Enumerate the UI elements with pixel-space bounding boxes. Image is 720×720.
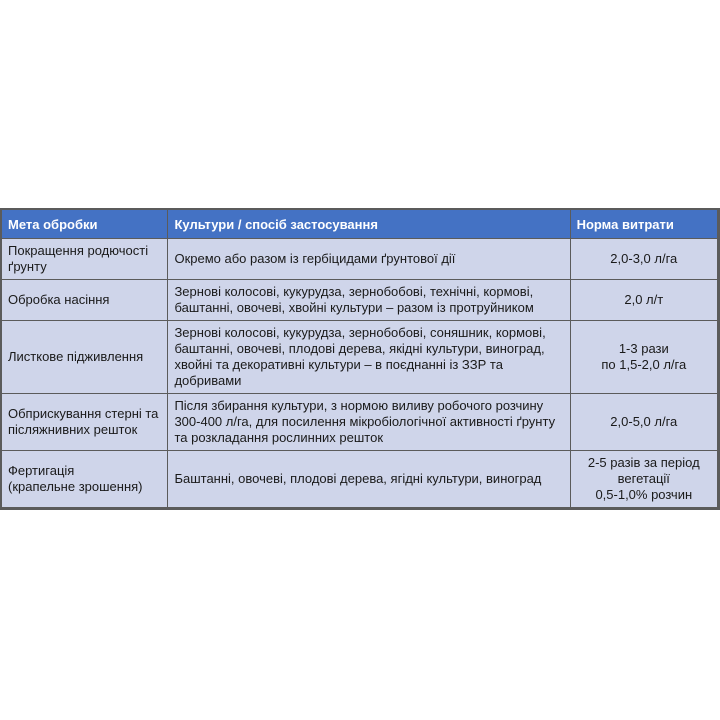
crops-cell: Баштанні, овочеві, плодові дерева, ягідні культури, виноград (168, 451, 569, 507)
header-rate: Норма витрати (571, 210, 717, 238)
table-row (2, 239, 717, 279)
goal-cell: Обробка насіння (2, 280, 167, 320)
application-rates-table-container (0, 208, 720, 510)
header-goal: Мета обробки (2, 210, 167, 238)
rate-cell: 2,0-5,0 л/га (571, 394, 717, 450)
application-rates-table (1, 209, 718, 508)
rate-cell (571, 451, 717, 507)
table-row (2, 451, 717, 507)
rate-line: по 1,5-2,0 л/га (601, 357, 687, 372)
rate-cell: 2,0-3,0 л/га (571, 239, 717, 279)
crops-cell: Зернові колосові, кукурудза, зернобобові, соняшник, кормові, баштанні, овочеві, плодові дерева, якідні культури, виноград, хвойні та декоративні культури – в поєднанні із ЗЗР та добривами (168, 321, 569, 393)
rate-line: 1-3 рази (618, 341, 669, 356)
crops-cell: Зернові колосові, кукурудза, зернобобові, технічні, кормові, баштанні, овочеві, хвойні культури – разом із протруйником (168, 280, 569, 320)
table-row (2, 321, 717, 393)
goal-cell: Листкове підживлення (2, 321, 167, 393)
crops-cell: Після збирання культури, з нормою виливу робочого розчину 300-400 л/га, для посилення мікробіологічної активності ґрунту та розкладання рослинних решток (168, 394, 569, 450)
rate-cell (571, 321, 717, 393)
goal-cell: Покращення родючості ґрунту (2, 239, 167, 279)
table-row (2, 280, 717, 320)
table-header-row (2, 210, 717, 238)
goal-cell: Обприскування стерні та післяжнивних решток (2, 394, 167, 450)
rate-line: 0,5-1,0% розчин (595, 487, 693, 502)
goal-line: Фертигація (8, 463, 75, 478)
header-crops: Культури / спосіб застосування (168, 210, 569, 238)
rate-line: 2-5 разів за період вегетації (587, 455, 700, 486)
goal-line: (крапельне зрошення) (8, 479, 143, 494)
goal-cell (2, 451, 167, 507)
table-row (2, 394, 717, 450)
rate-cell: 2,0 л/т (571, 280, 717, 320)
crops-cell: Окремо або разом із гербіцидами ґрунтової дії (168, 239, 569, 279)
